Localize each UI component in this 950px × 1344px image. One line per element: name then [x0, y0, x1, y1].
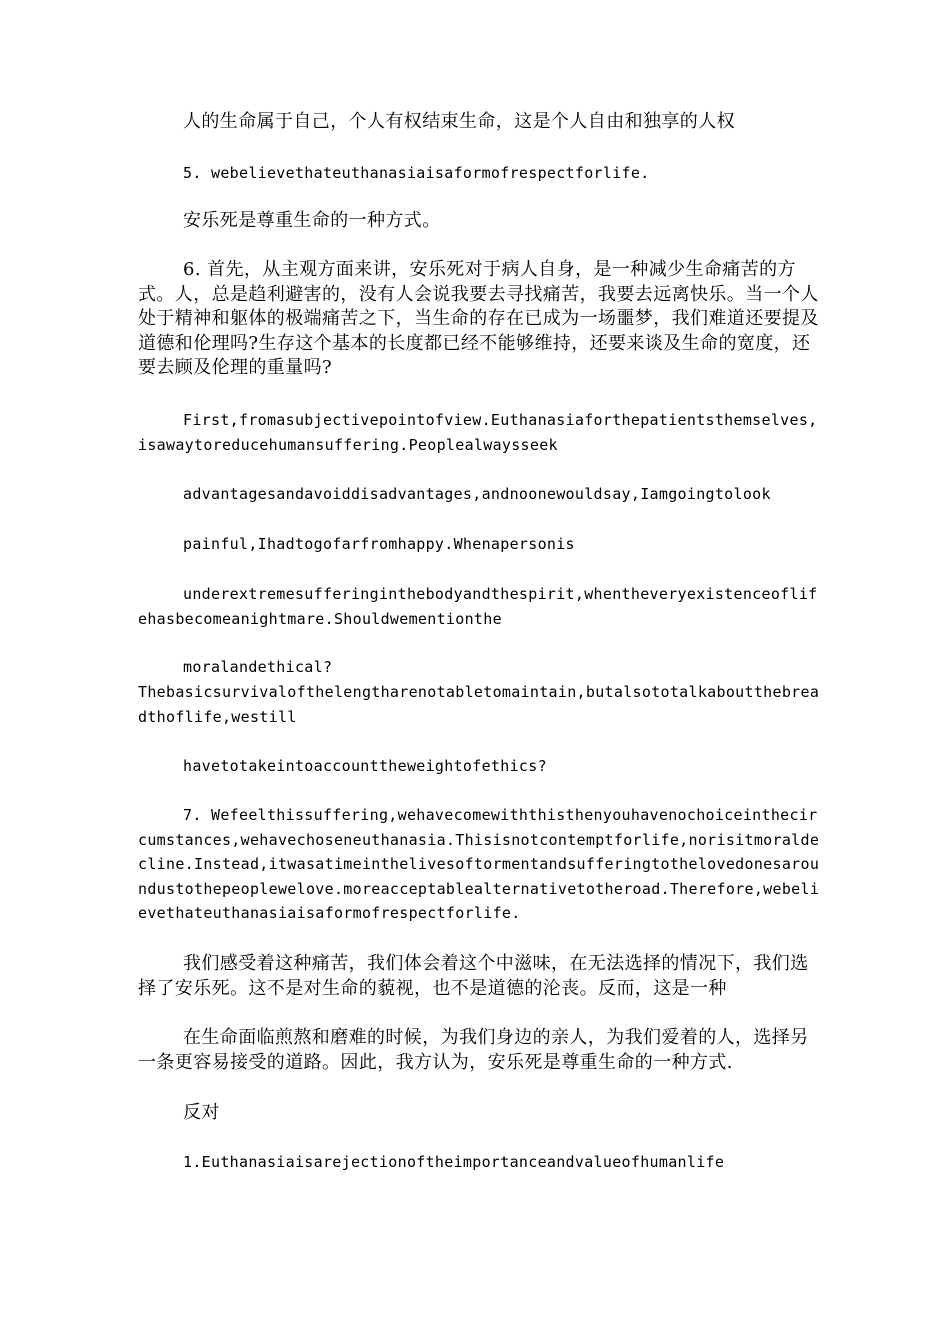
- paragraph-point-6-en-1: First,fromasubjectivepointofview.Euthanasiaforthepatientsthemselves,isawaytoreducehumansuffering.Peoplealwaysseek: [138, 411, 818, 454]
- section-heading-oppose: 反对: [183, 1102, 220, 1123]
- paragraph-point-7-zh-1: 我们感受着这种痛苦，我们体会着这个中滋味，在无法选择的情况下，我们选择了安乐死。这不是对生命的藐视，也不是道德的沦丧。反而，这是一种: [138, 953, 809, 999]
- paragraph-human-rights: 人的生命属于自己，个人有权结束生命，这是个人自由和独享的人权: [183, 111, 735, 132]
- paragraph-point-7-en: 7. Wefeelthissuffering,wehavecomewiththisthenyouhavenochoiceinthecircumstances,wehavechoseneuthanasia.Thisisnotcontemptforlife,norisitmoraldecline.Instead,itwasatimeinthelivesoftormentandsufferingtothelovedonesaroundustothepeoplewelove.moreacceptablealternativetotheroad.Therefore,webelievethateuthanasiaisaformofrespectforlife.: [138, 806, 820, 922]
- paragraph-point-5-zh: 安乐死是尊重生命的一种方式。: [183, 210, 441, 231]
- paragraph-point-6-zh: 6. 首先，从主观方面来讲，安乐死对于病人自身，是一种减少生命痛苦的方式。人，总是趋利避害的，没有人会说我要去寻找痛苦，我要去远离快乐。当一个人处于精神和躯体的极端痛苦之下，当生命的存在已成为一场噩梦，我们难道还要提及道德和伦理吗?生存这个基本的长度都已经不能够维持，还要来谈及生命的宽度，还要去顾及伦理的重量吗?: [138, 259, 819, 378]
- paragraph-point-6-en-7: havetotakeintoaccounttheweightofethics?: [183, 757, 547, 775]
- paragraph-point-5-en: 5. webelievethateuthanasiaisaformofrespectforlife.: [183, 164, 650, 182]
- paragraph-oppose-1: 1.Euthanasiaisarejectionoftheimportanceandvalueofhumanlife: [183, 1153, 725, 1171]
- paragraph-point-6-en-5: moralandethical?: [183, 658, 333, 676]
- paragraph-point-6-en-2: advantagesandavoiddisadvantages,andnoonewouldsay,Iamgoingtolook: [183, 485, 771, 503]
- paragraph-point-6-en-4: underextremesufferinginthebodyandthespirit,whentheveryexistenceoflifehasbecomeanightmare.Shouldwementionthe: [138, 585, 818, 628]
- paragraph-point-7-zh-2: 在生命面临煎熬和磨难的时候，为我们身边的亲人，为我们爱着的人，选择另一条更容易接受的道路。因此，我方认为，安乐死是尊重生命的一种方式.: [138, 1027, 809, 1073]
- paragraph-point-6-en-6: Thebasicsurvivalofthelengtharenotabletomaintain,butalsototalkaboutthebreadthoflife,westill: [138, 683, 820, 726]
- paragraph-point-6-en-3: painful,Ihadtogofarfromhappy.Whenapersonis: [183, 535, 575, 553]
